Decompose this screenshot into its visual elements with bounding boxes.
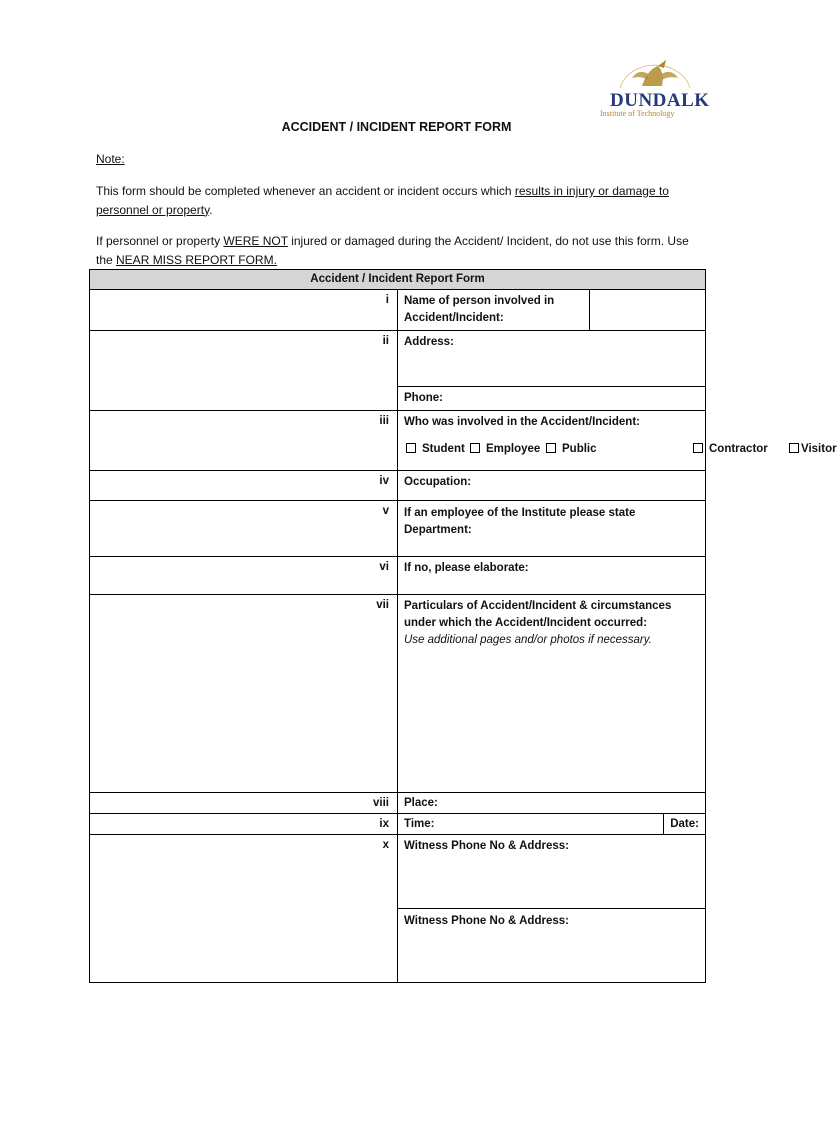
public-option[interactable]: Public [546, 443, 597, 455]
particulars-label: Particulars of Accident/Incident & circumstances under which the Accident/Incident occurred: [404, 600, 672, 629]
contractor-option[interactable]: Contractor [693, 443, 768, 455]
witness-field-1[interactable] [398, 835, 706, 909]
row-number: v [90, 501, 398, 557]
logo-brand: DUNDALK [610, 90, 710, 111]
particulars-hint: Use additional pages and/or photos if necessary. [404, 634, 652, 646]
note-label: Note: [96, 152, 125, 166]
address-field[interactable] [398, 331, 706, 387]
form-header: Accident / Incident Report Form [90, 270, 706, 290]
checkbox-icon[interactable] [546, 443, 556, 453]
row-number: viii [90, 793, 398, 814]
instruction-paragraph-1: This form should be completed whenever an accident or incident occurs which results in injury or damage to personnel or property. [96, 184, 669, 217]
date-field[interactable] [664, 814, 705, 834]
checkbox-icon[interactable] [789, 443, 799, 453]
time-label: Time: [404, 818, 435, 830]
involved-label: Who was involved in the Accident/Incident: [404, 416, 640, 428]
elaborate-field[interactable] [398, 557, 706, 595]
place-label: Place: [404, 797, 438, 809]
near-miss-link[interactable]: NEAR MISS REPORT FORM. [116, 252, 277, 267]
row-number: vi [90, 557, 398, 595]
occupation-field[interactable] [398, 471, 706, 501]
row-number: iv [90, 471, 398, 501]
place-field[interactable] [398, 793, 706, 814]
date-label: Date: [670, 818, 699, 830]
phone-label: Phone: [404, 392, 443, 404]
visitor-option[interactable]: Visitor [789, 443, 837, 455]
employee-option[interactable]: Employee [470, 443, 540, 455]
row-number: i [90, 290, 398, 331]
name-label: Name of person involved in Accident/Incident: [398, 290, 590, 330]
row-number: ix [90, 814, 398, 835]
department-label: If an employee of the Institute please state Department: [404, 507, 636, 536]
elaborate-label: If no, please elaborate: [404, 562, 529, 574]
time-field[interactable] [398, 814, 664, 834]
row-number: ii [90, 331, 398, 411]
name-input[interactable] [590, 290, 705, 330]
phone-field[interactable] [398, 387, 706, 411]
checkbox-icon[interactable] [693, 443, 703, 453]
address-label: Address: [404, 336, 454, 348]
occupation-label: Occupation: [404, 476, 472, 488]
checkbox-icon[interactable] [406, 443, 416, 453]
report-form-table [89, 269, 837, 983]
row-number: x [90, 835, 398, 983]
instruction-paragraph-2: If personnel or property WERE NOT injured or damaged during the Accident/ Incident, do not use this form. Use the NEAR MISS REPORT FORM. [96, 234, 689, 267]
page-title: ACCIDENT / INCIDENT REPORT FORM [281, 120, 512, 134]
row-number: vii [90, 595, 398, 793]
logo-subtitle: Institute of Technology [600, 109, 675, 118]
institute-logo [598, 52, 708, 118]
witness-label-1: Witness Phone No & Address: [404, 840, 569, 852]
row-number: iii [90, 411, 398, 471]
department-field[interactable] [398, 501, 706, 557]
particulars-field[interactable] [398, 595, 706, 793]
checkbox-icon[interactable] [470, 443, 480, 453]
witness-label-2: Witness Phone No & Address: [404, 915, 569, 927]
witness-field-2[interactable] [398, 909, 706, 983]
student-option[interactable]: Student [406, 443, 465, 455]
